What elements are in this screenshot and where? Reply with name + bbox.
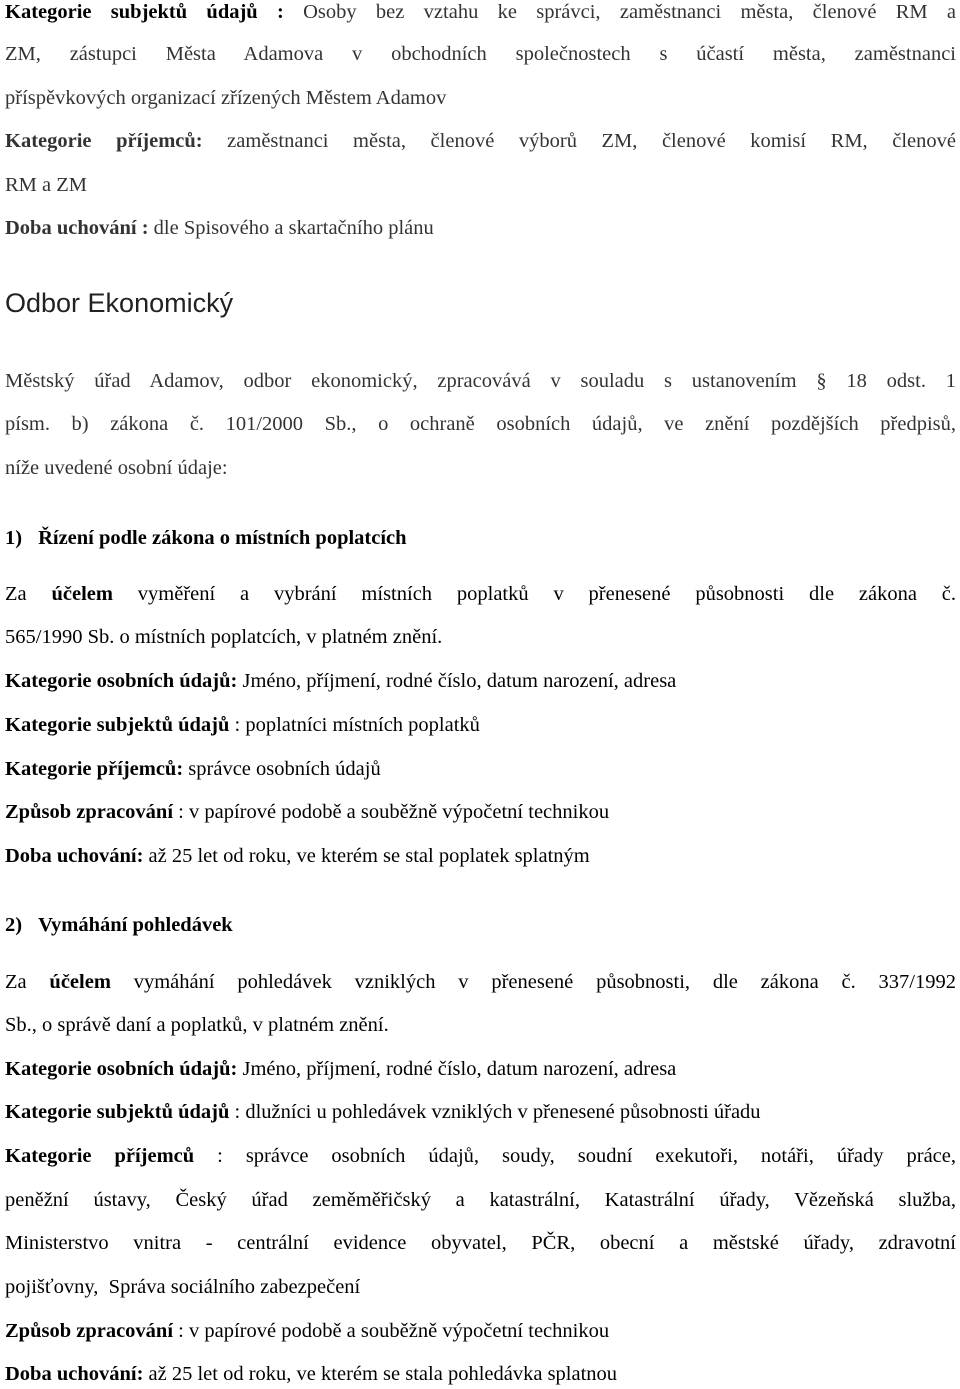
s1-subjects-line xyxy=(5,713,956,737)
intro-line-3: níže uvedené osobní údaje: xyxy=(5,457,228,479)
recipients-line-2: RM a ZM xyxy=(5,174,87,196)
s2-purpose-label: účelem xyxy=(49,971,111,993)
s2-subjects-text: : dlužníci u pohledávek vzniklých v přenesené působnosti úřadu xyxy=(229,1101,761,1123)
subjects-text: Osoby bez vztahu ke správci, zaměstnanci města, členové RM a xyxy=(283,1,956,23)
recipients-text: zaměstnanci města, členové výborů ZM, členové komisí RM, členové xyxy=(202,130,956,152)
s2-purpose-pre: Za xyxy=(5,971,50,993)
s1-recipients-text: správce osobních údajů xyxy=(183,758,381,780)
s1-recipients-label: Kategorie příjemců: xyxy=(5,758,184,780)
intro-line-1: Městský úřad Adamov, odbor ekonomický, zpracovává v souladu s ustanovením § 18 odst. 1 xyxy=(5,370,956,392)
s2-recipients-label: Kategorie příjemců xyxy=(5,1145,195,1167)
s1-data-text: Jméno, příjmení, rodné číslo, datum narození, adresa xyxy=(237,670,677,692)
section2-heading xyxy=(5,913,233,937)
s2-processing-label: Způsob zpracování xyxy=(5,1320,174,1342)
s2-processing-text: : v papírové podobě a souběžně výpočetní technikou xyxy=(173,1320,610,1342)
s1-processing-line xyxy=(5,800,956,824)
s2-subjects-label: Kategorie subjektů údajů xyxy=(5,1101,230,1123)
subjects-line-3: příspěvkových organizací zřízených Městem Adamov xyxy=(5,87,447,109)
s1-purpose-label: účelem xyxy=(51,583,113,605)
subjects-line-2: ZM, zástupci Města Adamova v obchodních společnostech s účastí města, zaměstnanci xyxy=(5,43,956,65)
department-title: Odbor Ekonomický xyxy=(5,288,234,318)
s2-data-label: Kategorie osobních údajů: xyxy=(5,1058,238,1080)
s1-purpose-line-2: 565/1990 Sb. o místních poplatcích, v platném znění. xyxy=(5,626,443,648)
intro-line-2: písm. b) zákona č. 101/2000 Sb., o ochraně osobních údajů, ve znění pozdějších předpisů, xyxy=(5,413,956,435)
s1-processing-label: Způsob zpracování xyxy=(5,801,174,823)
section1-heading xyxy=(5,526,407,550)
subjects-label: Kategorie subjektů údajů : xyxy=(5,1,284,23)
s2-recipients-line-4: pojišťovny, Správa sociálního zabezpečení xyxy=(5,1276,361,1298)
s2-retention-text: až 25 let od roku, ve kterém se stala pohledávka splatnou xyxy=(143,1363,618,1385)
s1-retention-text: až 25 let od roku, ve kterém se stal poplatek splatným xyxy=(143,845,590,867)
s2-retention-label: Doba uchování: xyxy=(5,1363,144,1385)
retention-label: Doba uchování : xyxy=(5,217,149,239)
s2-data-line xyxy=(5,1057,956,1081)
s2-recipients-text: : správce osobních údajů, soudy, soudní exekutoři, notáři, úřady práce, xyxy=(194,1145,956,1167)
s2-recipients-line-3: Ministerstvo vnitra - centrální evidence obyvatel, PČR, obecní a městské úřady, zdravotní xyxy=(5,1232,956,1254)
s1-purpose-text: vyměření a vybrání místních poplatků v přenesené působnosti dle zákona č. xyxy=(112,583,956,605)
s2-recipients-line-2: peněžní ústavy, Český úřad zeměměřičský a katastrální, Katastrální úřady, Vězeňská služba, xyxy=(5,1189,956,1211)
s2-purpose-line-1 xyxy=(5,970,956,994)
s2-data-text: Jméno, příjmení, rodné číslo, datum narození, adresa xyxy=(237,1058,677,1080)
s1-retention-line xyxy=(5,844,956,868)
s1-recipients-line xyxy=(5,757,956,781)
s1-purpose-line-1 xyxy=(5,582,956,606)
retention-text: dle Spisového a skartačního plánu xyxy=(148,217,434,239)
section2-title: Vymáhání pohledávek xyxy=(38,914,233,936)
subjects-line-1 xyxy=(5,0,956,24)
s1-processing-text: : v papírové podobě a souběžně výpočetní technikou xyxy=(173,801,610,823)
s2-purpose-text: vymáhání pohledávek vzniklých v přenesené působnosti, dle zákona č. 337/1992 xyxy=(110,971,956,993)
s2-processing-line xyxy=(5,1319,956,1343)
s2-retention-line xyxy=(5,1362,956,1386)
recipients-line-1 xyxy=(5,129,956,153)
section2-number: 2) xyxy=(5,914,23,936)
recipients-label: Kategorie příjemců: xyxy=(5,130,203,152)
s1-data-label: Kategorie osobních údajů: xyxy=(5,670,238,692)
s1-data-line xyxy=(5,669,956,693)
section1-number: 1) xyxy=(5,527,23,549)
section1-title: Řízení podle zákona o místních poplatcích xyxy=(38,527,407,549)
s1-retention-label: Doba uchování: xyxy=(5,845,144,867)
s2-recipients-line-1 xyxy=(5,1144,956,1168)
s1-subjects-text: : poplatníci místních poplatků xyxy=(229,714,480,736)
retention-line xyxy=(5,216,956,240)
s1-purpose-pre: Za xyxy=(5,583,52,605)
s2-subjects-line xyxy=(5,1100,956,1124)
s1-subjects-label: Kategorie subjektů údajů xyxy=(5,714,230,736)
s2-purpose-line-2: Sb., o správě daní a poplatků, v platném znění. xyxy=(5,1014,389,1036)
